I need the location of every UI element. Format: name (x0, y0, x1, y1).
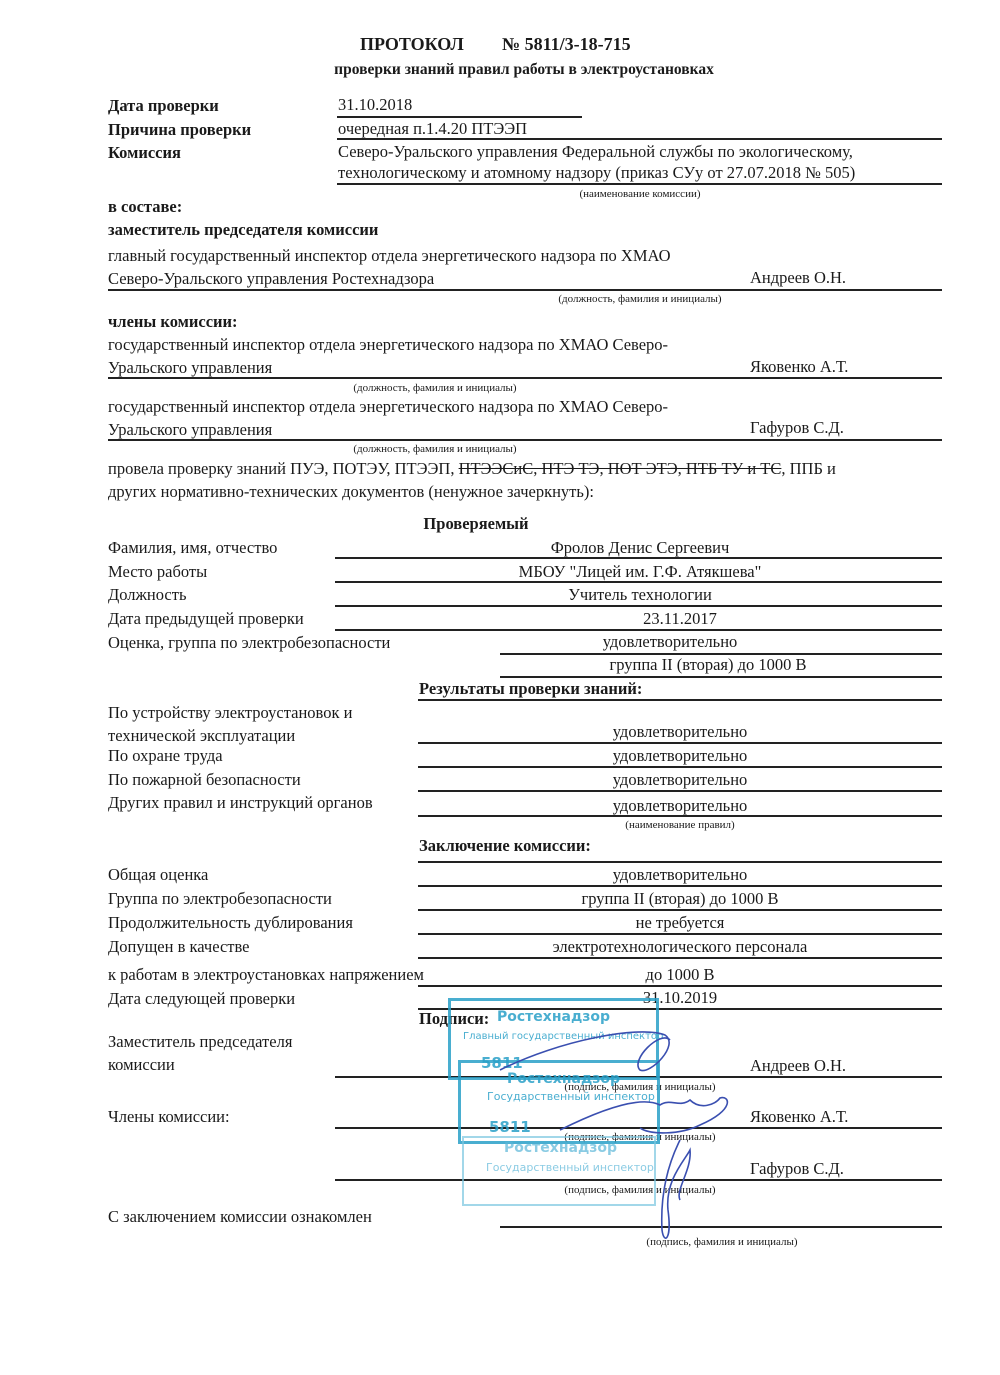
stamp-2 (458, 1060, 660, 1144)
composition-label: в составе: (108, 197, 183, 216)
member2-position-1: государственный инспектор отдела энергетического надзора по ХМАО Северо- (108, 397, 669, 416)
prev-date-value: 23.11.2017 (643, 609, 717, 628)
dup-line (418, 933, 942, 935)
group-value: группа II (вторая) до 1000 В (609, 655, 807, 674)
overall-value: удовлетворительно (612, 865, 748, 884)
member2-line (108, 439, 942, 441)
sig-member1-caption: (подпись, фамилия и инициалы) (564, 1131, 716, 1143)
member1-position-2: Уральского управления (108, 358, 273, 377)
member2-caption: (должность, фамилия и инициалы) (353, 443, 517, 455)
stamp-3-title: Государственный инспектор (486, 1161, 654, 1174)
scope-struck: ПТЭЭСиС, ПТЭ ТЭ, ПОТ ЭТЭ, ПТБ ТУ и ТС (458, 459, 782, 478)
next-date-label: Дата следующей проверки (108, 989, 296, 1008)
result3-line (418, 790, 942, 792)
acquainted-caption: (подпись, фамилия и инициалы) (646, 1236, 798, 1248)
commission-label: Комиссия (108, 143, 181, 162)
next-date-value: 31.10.2019 (642, 988, 718, 1007)
deputy-line (108, 289, 942, 291)
members-heading: члены комиссии: (108, 312, 238, 331)
admit-value: электротехнологического персонала (552, 937, 808, 956)
results-heading: Результаты проверки знаний: (419, 679, 643, 698)
protocol-title: ПРОТОКОЛ (360, 34, 464, 54)
prev-date-line (335, 629, 942, 631)
stamp-1-number: 5811 (481, 1054, 523, 1072)
acquainted-line (500, 1226, 942, 1228)
deputy-heading: заместитель председателя комиссии (108, 220, 379, 239)
commission-line1: Северо-Уральского управления Федеральной службы по экологическому, (338, 142, 853, 161)
protocol-number: № 5811/3-18-715 (502, 34, 631, 54)
member1-name: Яковенко А.Т. (750, 357, 849, 376)
sig-member1-name: Яковенко А.Т. (750, 1107, 849, 1126)
scope-prefix: провела проверку знаний ПУЭ, ПОТЭУ, ПТЭЭП, (108, 459, 459, 478)
conclusion-heading: Заключение комиссии: (419, 836, 591, 855)
result3-label: По пожарной безопасности (108, 770, 301, 789)
sig-member2-caption: (подпись, фамилия и инициалы) (564, 1184, 716, 1196)
position-line (335, 605, 942, 607)
result2-line (418, 766, 942, 768)
result1-value: удовлетворительно (612, 722, 748, 741)
scope-line2: других нормативно-технических документов (ненужное зачеркнуть): (108, 482, 594, 501)
deputy-name: Андреев О.Н. (750, 268, 847, 287)
stamp-2-number: 5811 (489, 1118, 531, 1136)
deputy-caption: (должность, фамилия и инициалы) (558, 293, 722, 305)
scope-line1 (108, 459, 836, 479)
work-value: МБОУ "Лицей им. Г.Ф. Атякшева" (518, 562, 762, 581)
reason-line (337, 138, 942, 140)
dup-value: не требуется (635, 913, 725, 932)
result3-value: удовлетворительно (612, 770, 748, 789)
dup-label: Продолжительность дублирования (108, 913, 353, 932)
deputy-position-1: главный государственный инспектор отдела энергетического надзора по ХМАО (108, 246, 671, 265)
name-value: Фролов Денис Сергеевич (550, 538, 730, 557)
position-label: Должность (108, 585, 187, 604)
name-label: Фамилия, имя, отчество (108, 538, 278, 557)
commission-line2: технологическому и атомному надзору (приказ СУу от 27.07.2018 № 505) (338, 163, 856, 182)
conclusion-group-value: группа II (вторая) до 1000 В (581, 889, 779, 908)
conclusion-heading-line (418, 861, 942, 863)
prev-date-label: Дата предыдущей проверки (108, 609, 304, 628)
reason-value: очередная п.1.4.20 ПТЭЭП (338, 119, 528, 138)
date-label: Дата проверки (108, 96, 219, 115)
member1-line (108, 377, 942, 379)
voltage-label: к работам в электроустановках напряжением (108, 965, 424, 984)
scope-suffix: , ППБ и (781, 459, 836, 478)
result1-label-1: По устройству электроустановок и (108, 703, 353, 722)
results-heading-line (418, 699, 942, 701)
group-label: Группа по электробезопасности (108, 889, 332, 908)
group-line (418, 909, 942, 911)
member1-caption: (должность, фамилия и инициалы) (353, 382, 517, 394)
stamp-3 (462, 1136, 656, 1206)
examinee-heading: Проверяемый (423, 514, 529, 533)
group-line (500, 676, 942, 678)
commission-caption: (наименование комиссии) (579, 188, 701, 200)
result2-value: удовлетворительно (612, 746, 748, 765)
voltage-line (418, 985, 942, 987)
commission-line (337, 183, 942, 185)
result4-value: удовлетворительно (612, 796, 748, 815)
result1-line (418, 742, 942, 744)
acquainted-label: С заключением комиссии ознакомлен (108, 1207, 372, 1226)
protocol-subtitle: проверки знаний правил работы в электроустановках (334, 61, 714, 78)
signatures-heading: Подписи: (419, 1009, 490, 1028)
result2-label: По охране труда (108, 746, 223, 765)
grade-label: Оценка, группа по электробезопасности (108, 633, 391, 652)
reason-label: Причина проверки (108, 120, 252, 139)
position-value: Учитель технологии (568, 585, 712, 604)
work-label: Место работы (108, 562, 208, 581)
results-caption: (наименование правил) (625, 819, 735, 831)
sig-deputy-caption: (подпись, фамилия и инициалы) (564, 1081, 716, 1093)
name-line (335, 557, 942, 559)
stamp-3-org: Ростехнадзор (504, 1140, 618, 1156)
date-value: 31.10.2018 (338, 95, 413, 114)
date-line (337, 116, 582, 118)
overall-line (418, 885, 942, 887)
member2-position-2: Уральского управления (108, 420, 273, 439)
member1-position-1: государственный инспектор отдела энергетического надзора по ХМАО Северо- (108, 335, 669, 354)
sig-member2-name: Гафуров С.Д. (750, 1159, 844, 1178)
result4-label: Других правил и инструкций органов (108, 793, 373, 812)
grade-value: удовлетворительно (602, 632, 738, 651)
sig-deputy-name: Андреев О.Н. (750, 1056, 847, 1075)
admit-label: Допущен в качестве (108, 937, 250, 956)
voltage-value: до 1000 В (645, 965, 715, 984)
sig-members-label: Члены комиссии: (108, 1107, 230, 1126)
sig-deputy-label-2: комиссии (108, 1055, 175, 1074)
member2-name: Гафуров С.Д. (750, 418, 844, 437)
deputy-position-2: Северо-Уральского управления Ростехнадзора (108, 269, 435, 288)
stamp-1-title: Главный государственный инспектор (463, 1031, 664, 1042)
stamp-2-title: Государственный инспектор (487, 1090, 655, 1103)
overall-label: Общая оценка (108, 865, 209, 884)
result4-line (418, 815, 942, 817)
work-line (335, 581, 942, 583)
sig-deputy-label-1: Заместитель председателя (108, 1032, 293, 1051)
stamp-2-org: Ростехнадзор (507, 1071, 621, 1087)
result1-label-2: технической эксплуатации (108, 726, 296, 745)
admit-line (418, 957, 942, 959)
stamp-1-org: Ростехнадзор (497, 1009, 611, 1025)
